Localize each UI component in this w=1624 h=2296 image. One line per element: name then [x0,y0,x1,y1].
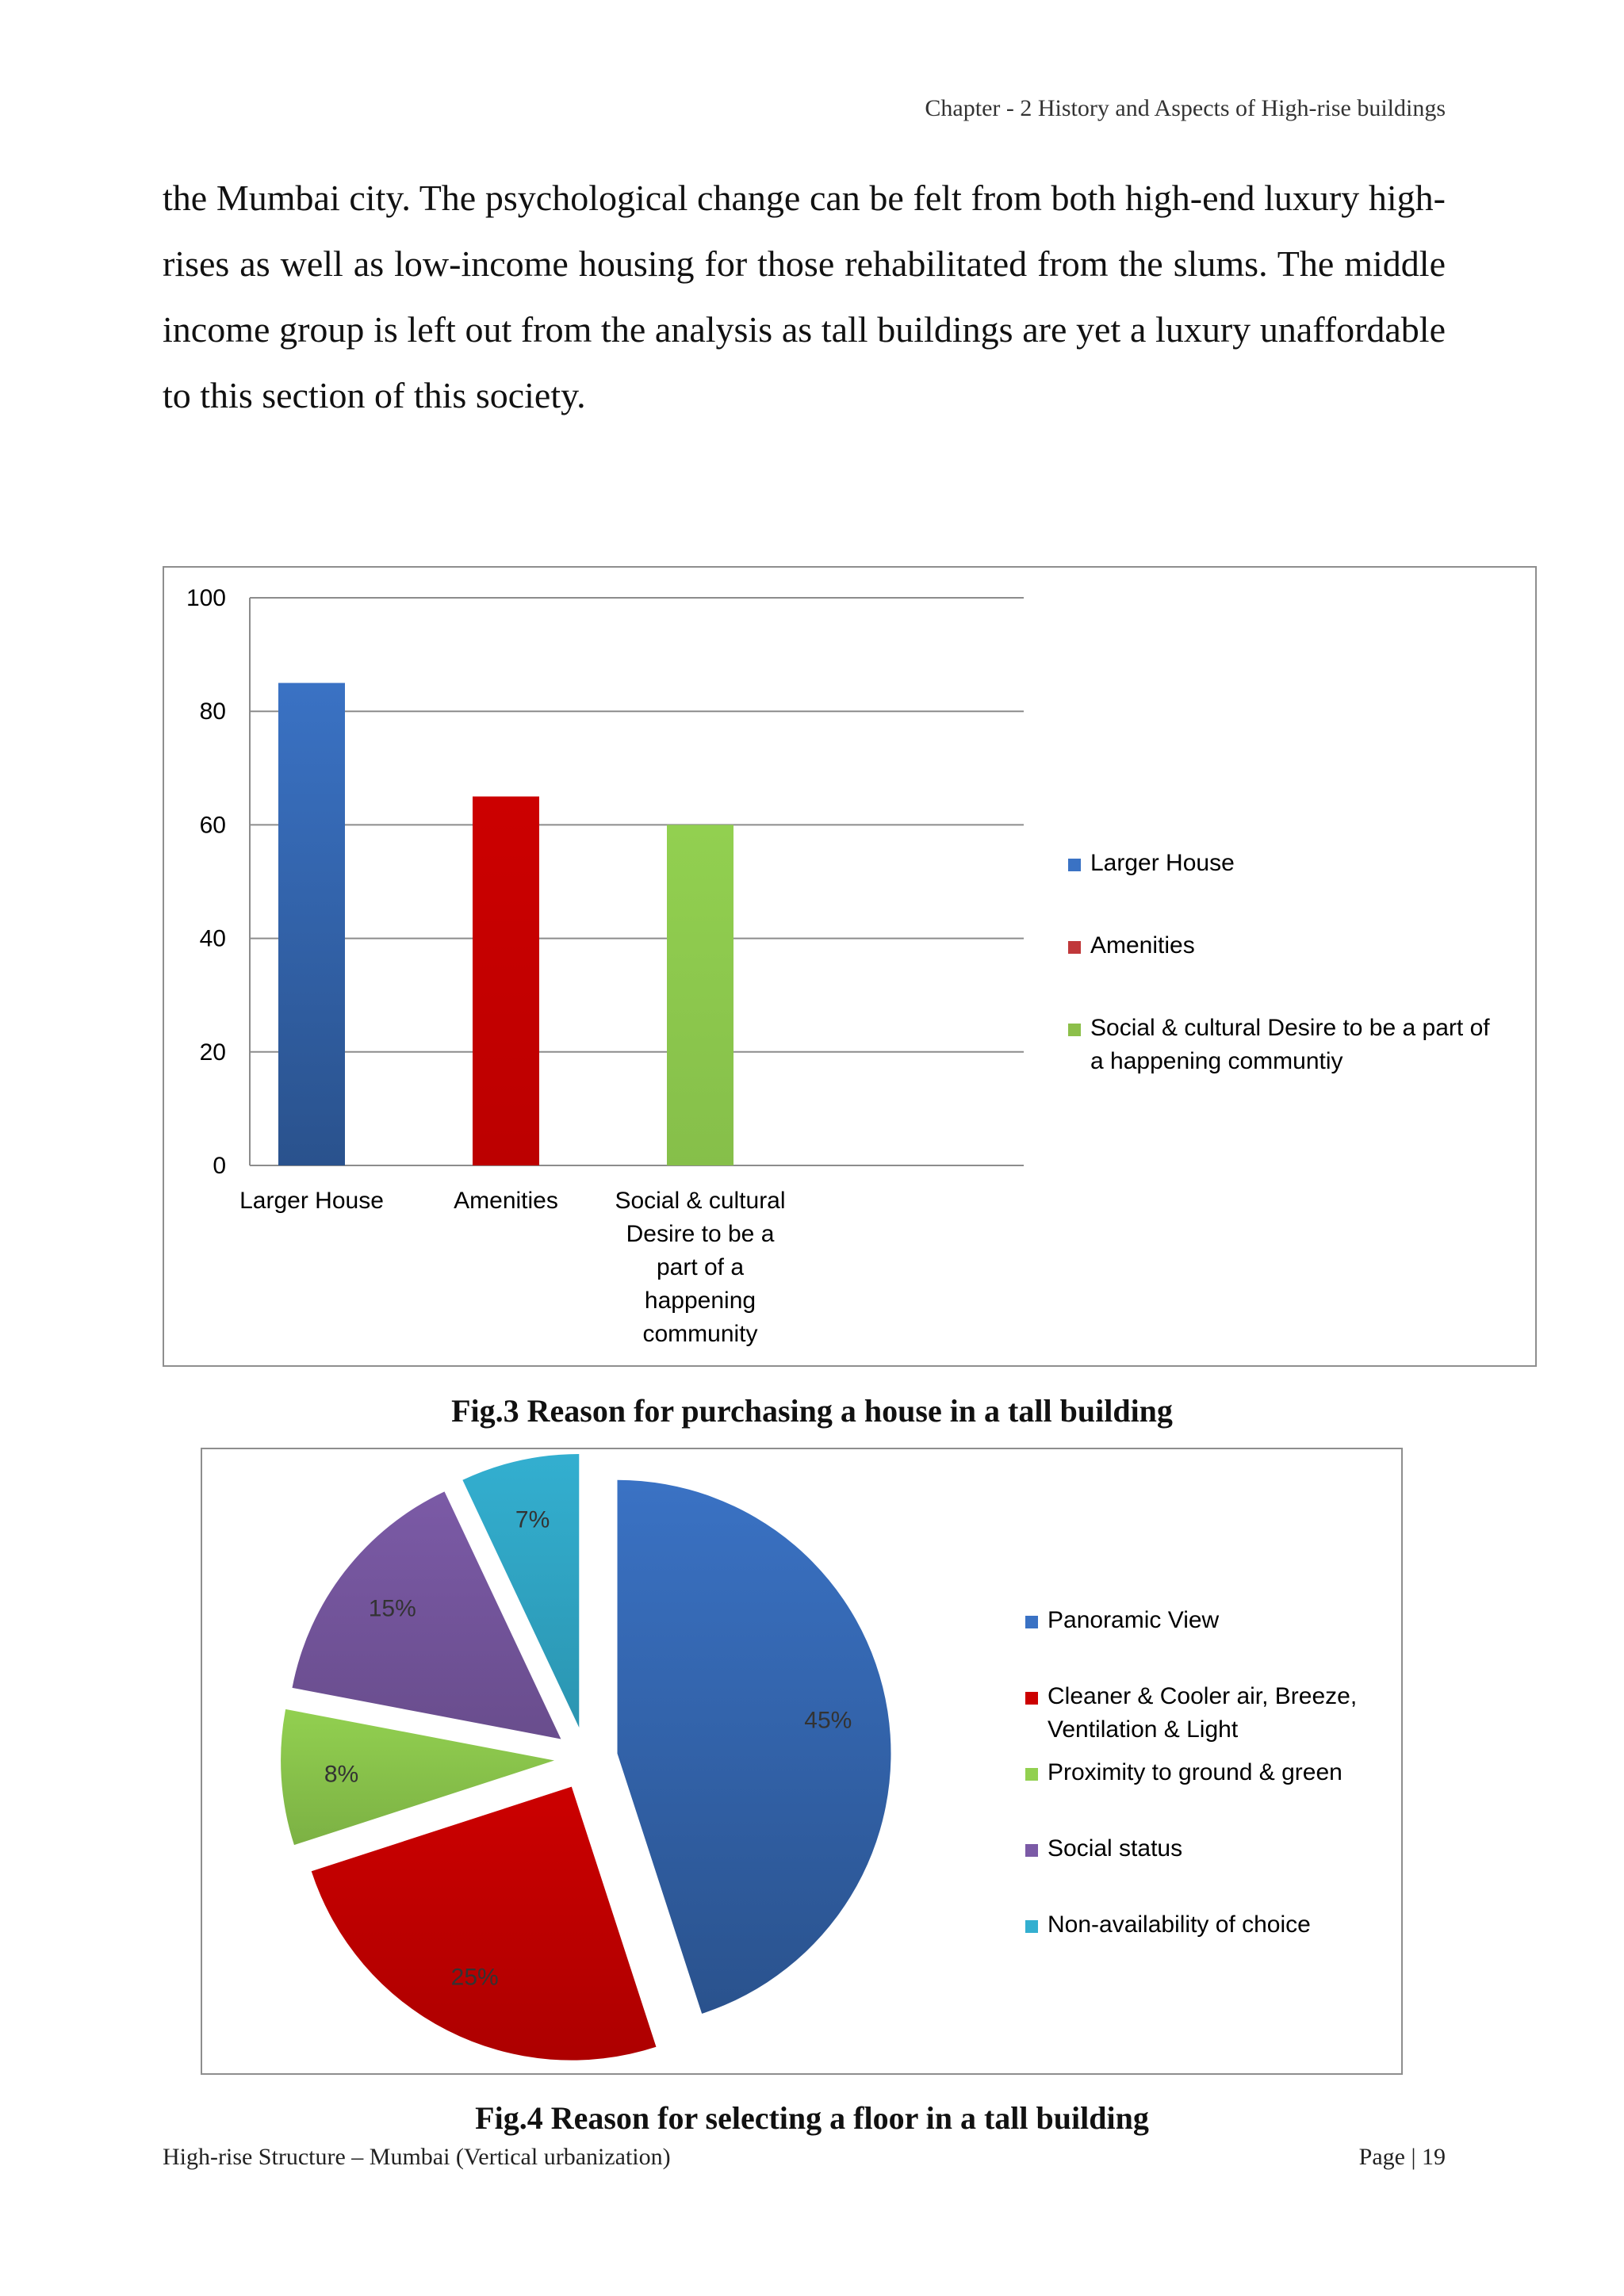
x-tick-label: Desire to be a [626,1221,775,1247]
x-tick-label: community [642,1321,758,1347]
pie-data-label: 8% [324,1761,359,1788]
x-tick-label: Larger House [239,1188,384,1214]
pie-slice [618,1480,891,2014]
legend-label: Social & cultural Desire to be a part of [1090,1015,1490,1041]
legend-label: Proximity to ground & green [1048,1759,1342,1785]
legend-label: Social status [1048,1835,1183,1862]
bar-chart [164,568,1538,1368]
x-tick-label: Amenities [454,1188,558,1214]
page-number: Page | 19 [1358,2144,1446,2170]
x-tick-label: happening [644,1288,756,1314]
pie-slice [312,1787,657,2061]
x-tick-label: Social & cultural [615,1188,786,1214]
bar [278,683,345,1165]
y-tick-label: 0 [213,1153,226,1179]
y-tick-label: 100 [186,585,226,611]
y-tick-label: 80 [199,698,226,725]
legend-swatch [1025,1692,1038,1705]
legend-swatch [1025,1844,1038,1857]
bar [667,825,733,1165]
legend-label: Panoramic View [1048,1607,1220,1633]
pie-data-label: 25% [450,1964,499,1991]
pie-chart [202,1449,1404,2076]
legend-label: Amenities [1090,932,1195,959]
x-tick-label: part of a [656,1254,745,1280]
fig4-caption: Fig.4 Reason for selecting a floor in a tall building [475,2100,1149,2136]
footer-title: High-rise Structure – Mumbai (Vertical urbanization) [163,2144,671,2170]
legend-swatch [1068,1024,1081,1036]
y-tick-label: 40 [199,925,226,952]
pie-data-label: 45% [804,1707,852,1734]
legend-label: Ventilation & Light [1048,1716,1239,1743]
legend-swatch [1068,859,1081,871]
bar-chart-figure [163,566,1537,1367]
y-tick-label: 60 [199,812,226,839]
bar [473,797,539,1165]
legend-label: Cleaner & Cooler air, Breeze, [1048,1683,1358,1709]
pie-data-label: 7% [515,1506,550,1533]
pie-data-label: 15% [368,1595,416,1622]
y-tick-label: 20 [199,1039,226,1066]
running-header: Chapter - 2 History and Aspects of High-rise buildings [925,95,1446,121]
legend-swatch [1025,1616,1038,1628]
legend-label: a happening communtiy [1090,1048,1343,1074]
pie-chart-figure [201,1448,1403,2075]
legend-label: Non-availability of choice [1048,1911,1311,1938]
legend-swatch [1025,1920,1038,1933]
legend-swatch [1025,1768,1038,1781]
legend-swatch [1068,941,1081,954]
legend-label: Larger House [1090,850,1235,876]
body-paragraph: the Mumbai city. The psychological change can be felt from both high-end luxury high-rises as well as low-income housing for those rehabilitated from the slums. The middle income group is left out from the analysis as tall buildings are yet a luxury unaffordable to this section of this society. [163,178,1446,415]
fig3-caption: Fig.3 Reason for purchasing a house in a tall building [451,1393,1173,1429]
